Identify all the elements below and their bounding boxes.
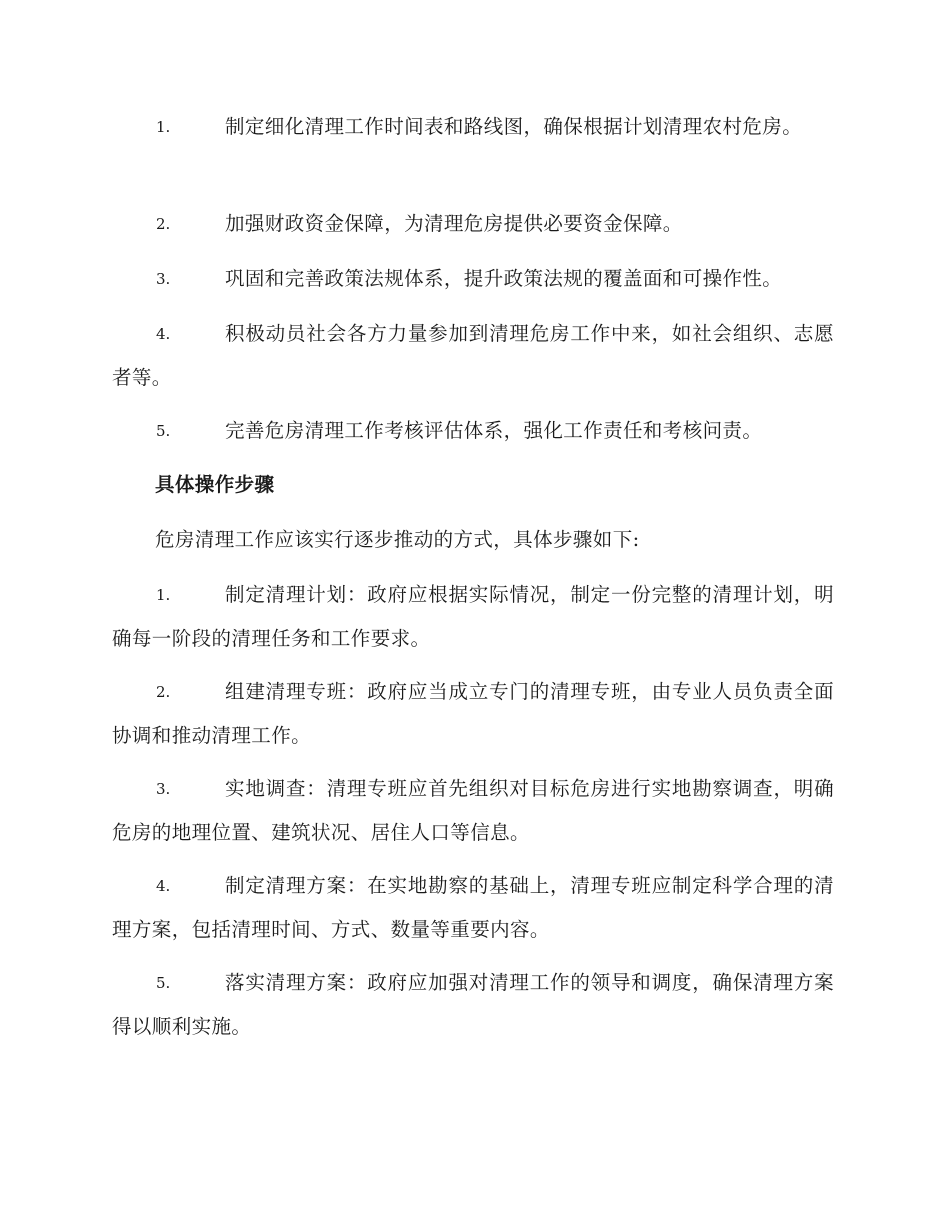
list-item — [112, 767, 834, 855]
list-item-number: 1. — [156, 118, 171, 136]
list-item-number: 5. — [156, 974, 171, 992]
list-item-number: 4. — [156, 325, 171, 343]
list-item-number: 4. — [156, 877, 171, 895]
list-item-text: 实地调查：清理专班应首先组织对目标危房进行实地勘察调查，明确危房的地理位置、建筑状况、居住人口等信息。 — [112, 777, 834, 844]
intro-paragraph: 危房清理工作应该实行逐步推动的方式，具体步骤如下: — [155, 528, 640, 551]
list-item-text: 积极动员社会各方力量参加到清理危房工作中来，如社会组织、志愿者等。 — [112, 322, 834, 389]
list-item — [112, 105, 834, 149]
list-item-text: 制定清理方案：在实地勘察的基础上，清理专班应制定科学合理的清理方案，包括清理时间、方式、数量等重要内容。 — [112, 874, 834, 941]
list-item-text: 制定细化清理工作时间表和路线图，确保根据计划清理农村危房。 — [225, 115, 803, 138]
list-item-number: 5. — [156, 422, 171, 440]
list-item — [112, 312, 834, 400]
list-item-text: 巩固和完善政策法规体系，提升政策法规的覆盖面和可操作性。 — [225, 267, 783, 290]
list-item-text: 制定清理计划：政府应根据实际情况，制定一份完整的清理计划，明确每一阶段的清理任务和工作要求。 — [112, 583, 834, 650]
list-item — [112, 202, 834, 246]
list-item-text: 组建清理专班：政府应当成立专门的清理专班，由专业人员负责全面协调和推动清理工作。 — [112, 680, 834, 747]
list-item — [112, 257, 834, 301]
section-heading: 具体操作步骤 — [155, 473, 275, 496]
list-item-number: 1. — [156, 586, 171, 604]
list-item-text: 完善危房清理工作考核评估体系，强化工作责任和考核问责。 — [225, 419, 763, 442]
list-item-number: 2. — [156, 683, 171, 701]
list-item — [112, 961, 834, 1049]
list-item-number: 3. — [156, 270, 171, 288]
list-item — [112, 573, 834, 661]
list-item — [112, 409, 834, 453]
list-item-text: 加强财政资金保障，为清理危房提供必要资金保障。 — [225, 212, 683, 235]
list-item-number: 2. — [156, 215, 171, 233]
list-item — [112, 670, 834, 758]
list-item-number: 3. — [156, 780, 171, 798]
list-item — [112, 864, 834, 952]
list-item-text: 落实清理方案：政府应加强对清理工作的领导和调度，确保清理方案得以顺利实施。 — [112, 971, 834, 1038]
